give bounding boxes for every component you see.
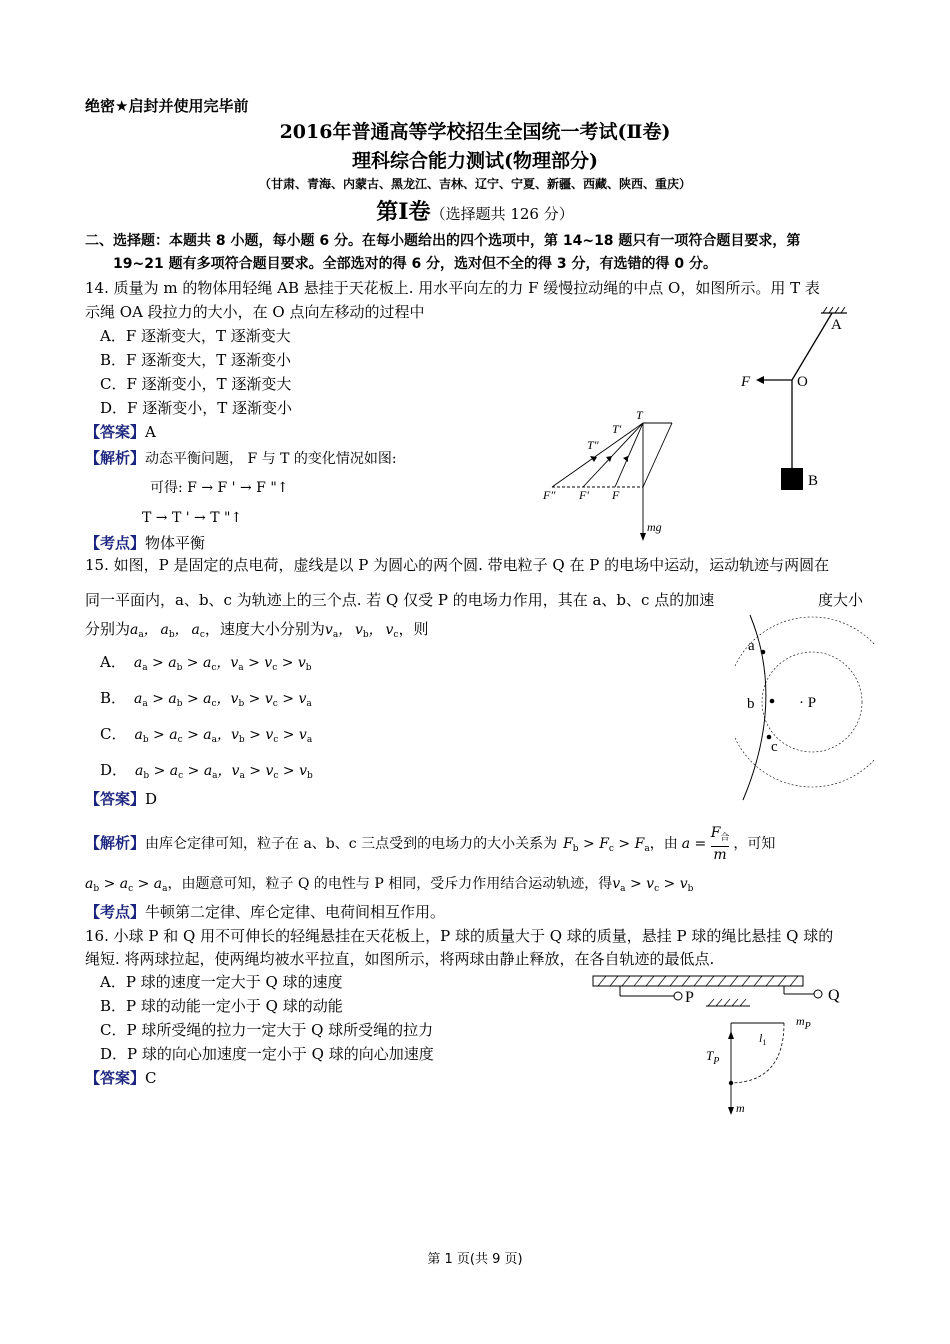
q14-label-f: F [741,374,751,390]
q15-option-b-label: B． [100,689,127,707]
q15-analysis [85,825,775,863]
q14-stem-line1: 14. 质量为 m 的物体用轻绳 AB 悬挂于天花板上. 用水平向左的力 F 缓慢拉动绳的中点 O，如图所示。用 T 表 [85,279,820,297]
q16-label-tp: $T_P$ [706,1048,720,1067]
answer-tag: 【答案】 [85,423,146,441]
answer-tag: 【答案】 [85,790,146,808]
q15-acc-relation: $a_b > a_c > a_a$ [85,876,168,894]
analysis-tag: 【解析】 [85,834,146,852]
q15-newton-formula: a = $F_合$ m [681,825,730,863]
exam-title: 2016年普通高等学校招生全国统一考试(Ⅱ卷) [279,121,671,143]
q15-force-relation: $F_b > F_c > F_a$ [563,836,650,854]
q15-label-b: b [747,696,755,712]
q15-stem-line1: 15. 如图，P 是固定的点电荷，虚线是以 P 为圆心的两个圆. 带电粒子 Q 在 P 的电场中运动，运动轨迹与两圆在 [85,556,830,574]
q14-label-fb: F [612,488,620,502]
q15-option-a-label: A． [100,653,126,671]
q15-stem-text2: ，速度大小分别为 [204,620,325,638]
q15-vel-relation: $v_a > v_c > v_b$ [612,876,694,894]
q14-derive-t: T → T ' → T "↑ [142,510,243,526]
q14-label-t1: T′ [612,422,622,436]
q16-option-a: A．P 球的速度一定大于 Q 球的速度 [100,973,343,991]
q16-answer-value: C [145,1069,157,1087]
q16-label-q: Q [828,987,840,1004]
q15-point [85,900,445,924]
q14-force-diagram [535,405,680,545]
point-tag: 【考点】 [85,903,146,921]
q15-point-text: 牛顿第二定律、库仑定律、电荷间相互作用。 [145,903,446,921]
q14-analysis-text: 动态平衡问题， F 与 T 的变化情况如图: [145,451,397,467]
q14-label-f1: F′ [579,488,589,502]
q15-option-b [100,686,312,716]
q15-vel-list: $v_a$， $v_b$， $v_c$ [324,622,399,640]
q15-answer-value: D [145,790,158,808]
q15-stem-line3 [85,617,428,647]
q15-analysis2-text: ，由题意可知，粒子 Q 的电性与 P 相同，受斥力作用结合运动轨迹，得 [167,876,613,892]
q16-label-m: m [736,1101,745,1115]
q15-stem-text: 分别为 [85,620,131,638]
q14-label-a: A [831,317,842,333]
q16-option-d: D．P 球的向心加速度一定小于 Q 球的向心加速度 [100,1045,434,1063]
q15-option-a [100,650,312,680]
instructions-line1: 二、选择题：本题共 8 小题，每小题 6 分。在每小题给出的四个选项中，第 14~18 题只有一项符合题目要求，第 [85,233,801,249]
secret-mark: 绝密★启封并使用完毕前 [85,97,249,115]
q14-label-o: O [797,374,808,390]
q15-stem-line2: 同一平面内，a、b、c 为轨迹上的三个点. 若 Q 仅受 P 的电场力作用，其在 a、b、c 点的加速 [85,591,715,609]
q15-label-c: c [771,739,778,755]
q14-label-t2: T″ [587,438,599,452]
q15-label-p: · P [799,695,817,711]
q16-stem-line1: 16. 小球 P 和 Q 用不可伸长的轻绳悬挂在天花板上，P 球的质量大于 Q 球的质量，悬挂 P 球的绳比悬挂 Q 球的 [85,927,834,945]
q14-label-b: B [808,473,819,489]
q15-option-d-formula: $a_b > a_c > a_a$，$v_a > v_c > v_b$ [135,763,313,781]
q16-label-p: P [685,989,694,1006]
q14-point [85,531,205,555]
page-footer: 第 1 页(共 9 页) [427,1252,523,1267]
q14-hanging-figure [735,305,855,490]
q15-field-figure [735,610,875,805]
q14-option-d: D．F 逐渐变小，T 逐渐变小 [100,399,292,417]
q15-analysis-text: 由库仑定律可知，粒子在 a、b、c 三点受到的电场力的大小关系为 [145,836,558,852]
q14-point-text: 物体平衡 [145,534,206,552]
volume-note: （选择题共 126 分） [430,205,574,223]
volume-heading [0,195,950,226]
q16-answer [85,1066,157,1090]
q15-analysis-text2: ，由 [649,836,678,852]
q15-option-c [100,722,312,752]
q15-stem-line2-end: 度大小 [818,591,864,609]
q14-analysis [85,446,397,471]
q15-option-d [100,758,313,788]
q15-option-c-label: C． [100,725,127,743]
q15-option-c-formula: $a_b > a_c > a_a$，$v_b > v_c > v_a$ [134,727,313,745]
q14-label-mg: mg [647,520,662,534]
q16-label-l: $l_1$ [759,1031,767,1047]
q14-answer-value: A [145,423,156,441]
q15-acc-list: $a_a$， $a_b$， $a_c$ [130,622,205,640]
answer-tag: 【答案】 [85,1069,146,1087]
q14-label-f2: F″ [543,488,556,502]
q14-option-c: C．F 逐渐变小，T 逐渐变大 [100,375,292,393]
q15-answer [85,787,157,811]
q14-derive-f: 可得: F → F ' → F "↑ [150,480,289,496]
q16-pendulum-figure [588,972,858,1122]
q15-label-a: a [748,638,755,654]
q14-option-a: A．F 逐渐变大，T 逐渐变大 [100,327,291,345]
q14-stem-line2: 示绳 OA 段拉力的大小，在 O 点向左移动的过程中 [85,303,425,321]
exam-subtitle: 理科综合能力测试(物理部分) [352,150,598,172]
q15-analysis-line2 [85,872,693,901]
q14-answer [85,420,156,444]
q15-stem-text3: ，则 [398,620,429,638]
q16-label-mp: $m_P$ [796,1014,811,1032]
q16-stem-line2: 绳短. 将两球拉起，使两绳均被水平拉直，如图所示，将两球由静止释放，在各自轨迹的最低点. [85,950,715,968]
q15-analysis-text3: ，可知 [733,836,776,852]
q15-option-a-formula: $a_a > a_b > a_c$，$v_a > v_c > v_b$ [133,655,312,673]
q16-option-c: C．P 球所受绳的拉力一定大于 Q 球所受绳的拉力 [100,1021,434,1039]
regions: （甘肃、青海、内蒙古、黑龙江、吉林、辽宁、宁夏、新疆、西藏、陕西、重庆） [258,177,691,191]
analysis-tag: 【解析】 [85,449,146,467]
q15-option-d-label: D． [100,761,128,779]
q14-label-t: T [636,408,643,422]
q15-option-b-formula: $a_a > a_b > a_c$，$v_b > v_c > v_a$ [134,691,312,709]
instructions-line2: 19~21 题有多项符合题目要求。全部选对的得 6 分，选对但不全的得 3 分，有选错的得 0 分。 [113,256,718,272]
q16-option-b: B．P 球的动能一定小于 Q 球的动能 [100,997,343,1015]
q14-option-b: B．F 逐渐变大，T 逐渐变小 [100,351,291,369]
point-tag: 【考点】 [85,534,146,552]
volume-title: 第Ⅰ卷 [376,199,431,225]
